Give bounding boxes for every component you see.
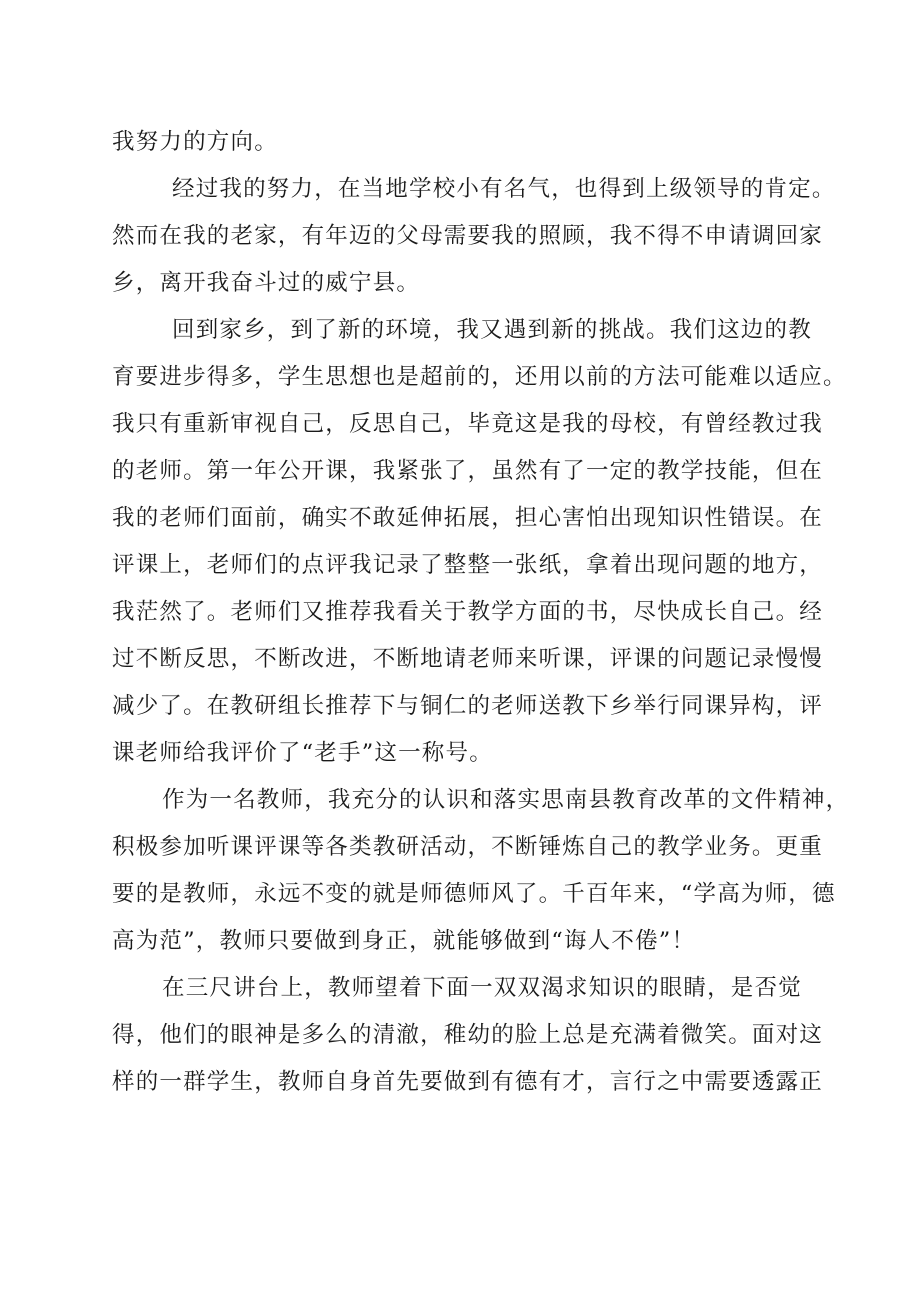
text-line: 然而在我的老家，有年迈的父母需要我的照顾，我不得不申请调回家: [112, 223, 824, 249]
text-line: 乡，离开我奋斗过的威宁县。: [112, 270, 421, 296]
body-text: [112, 119, 850, 1106]
text-line: 减少了。在教研组长推荐下与铜仁的老师送教下乡举行同课异构，评: [112, 693, 824, 719]
text-line: 我茫然了。老师们又推荐我看关于教学方面的书，尽快成长自己。经: [112, 599, 824, 625]
paragraph-first-line: 在三尺讲台上，教师望着下面一双双渴求知识的眼睛，是否觉: [162, 975, 802, 1001]
text-line: 我努力的方向。: [112, 129, 278, 155]
text-line: 我只有重新审视自己，反思自己，毕竟这是我的母校，有曾经教过我: [112, 411, 824, 437]
paragraph-first-line: 作为一名教师，我充分的认识和落实思南县教育改革的文件精神，: [162, 787, 850, 813]
text-line: 过不断反思，不断改进，不断地请老师来听课，评课的问题记录慢慢: [112, 646, 824, 672]
text-line: 样的一群学生，教师自身首先要做到有德有才，言行之中需要透露正: [112, 1069, 824, 1095]
text-line: 课老师给我评价了“老手”这一称号。: [112, 740, 493, 766]
text-line: 的老师。第一年公开课，我紧张了，虽然有了一定的教学技能，但在: [112, 458, 824, 484]
text-line: 积极参加听课评课等各类教研活动，不断锤炼自己的教学业务。更重: [112, 834, 824, 860]
text-line: 高为范”，教师只要做到身正，就能够做到“诲人不倦”！: [112, 928, 696, 954]
paragraph-first-line: 回到家乡，到了新的环境，我又遇到新的挑战。我们这边的教: [172, 317, 812, 343]
text-line: 评课上，老师们的点评我记录了整整一张纸，拿着出现问题的地方，: [112, 552, 824, 578]
text-line: 育要进步得多，学生思想也是超前的，还用以前的方法可能难以适应。: [112, 364, 847, 390]
text-line: 得，他们的眼神是多么的清澈，稚幼的脸上总是充满着微笑。面对这: [112, 1022, 824, 1048]
text-line: 我的老师们面前，确实不敢延伸拓展，担心害怕出现知识性错误。在: [112, 505, 824, 531]
paragraph-first-line: 经过我的努力，在当地学校小有名气，也得到上级领导的肯定。: [172, 176, 836, 202]
text-line: 要的是教师，永远不变的就是师德师风了。千百年来，“学高为师，德: [112, 881, 836, 907]
